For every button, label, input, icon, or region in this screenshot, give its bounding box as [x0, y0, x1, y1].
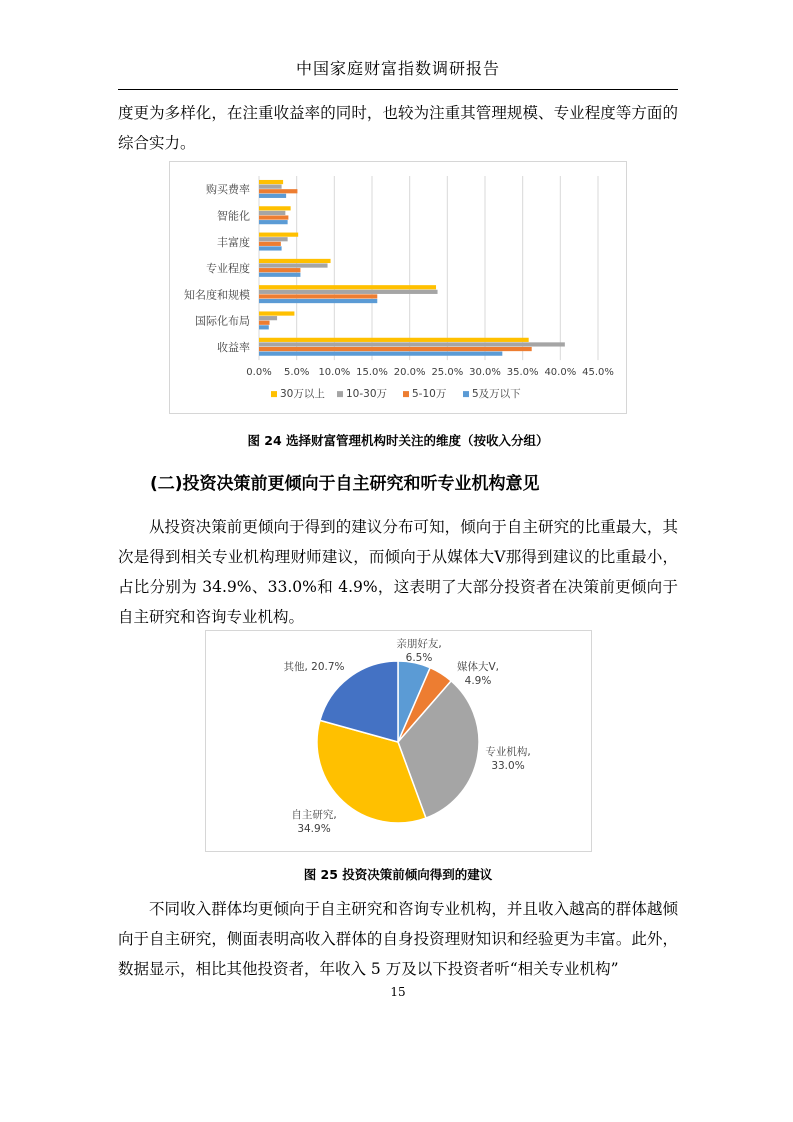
bar: [259, 242, 281, 246]
bar-chart: [170, 162, 626, 413]
x-tick-label: 25.0%: [431, 367, 464, 379]
bar: [259, 206, 291, 210]
slice-label: 专业机构,: [485, 746, 531, 758]
x-tick-label: 10.0%: [318, 367, 351, 379]
pie-chart: [206, 631, 591, 851]
legend-swatch: [403, 391, 409, 397]
figure-25-caption: 图 25 投资决策前倾向得到的建议: [303, 867, 493, 882]
slice-label: 媒体大V,: [456, 661, 500, 673]
x-tick-label: 0.0%: [246, 367, 272, 379]
bar: [259, 259, 331, 263]
bar: [259, 285, 436, 289]
slice-value-label: 33.0%: [491, 760, 525, 772]
legend-swatch: [271, 391, 277, 397]
bar: [259, 321, 270, 325]
paragraph-2: 从投资决策前更倾向于得到的建议分布可知，倾向于自主研究的比重最大，其次是得到相关专业机构理财师建议，而倾向于从媒体大V那得到建议的比重最小，占比分别为 34.9%、33.0%和 4.9%，这表明了大部分投资者在决策前更倾向于自主研究和咨询专业机构。: [118, 518, 678, 626]
bar: [259, 311, 294, 315]
figure-24-caption: 图 24 选择财富管理机构时关注的维度（按收入分组）: [247, 433, 549, 448]
x-tick-label: 35.0%: [506, 367, 539, 379]
x-tick-label: 30.0%: [469, 367, 501, 379]
bar: [259, 268, 300, 272]
bar: [259, 246, 282, 250]
bar: [259, 273, 300, 277]
category-label: 购买费率: [206, 183, 250, 197]
page-number: 15: [390, 985, 406, 999]
figure-25-frame: [205, 630, 592, 852]
legend-label: 30万以上: [280, 388, 325, 401]
category-label: 收益率: [217, 340, 250, 354]
bar: [259, 338, 529, 342]
bar: [259, 237, 288, 241]
category-label: 丰富度: [217, 235, 250, 249]
bar: [259, 233, 298, 237]
category-label: 智能化: [217, 209, 250, 223]
legend-swatch: [463, 391, 469, 397]
bar: [259, 342, 565, 346]
x-tick-label: 45.0%: [582, 367, 614, 379]
intro-paragraph: 度更为多样化，在注重收益率的同时，也较为注重其管理规模、专业程度等方面的综合实力。: [118, 104, 678, 152]
legend-swatch: [337, 391, 343, 397]
x-tick-label: 15.0%: [356, 367, 388, 379]
bar: [259, 290, 438, 294]
category-label: 知名度和规模: [184, 288, 250, 302]
bar: [259, 316, 277, 320]
bar: [259, 185, 282, 189]
bar: [259, 352, 502, 356]
bar: [259, 180, 283, 184]
section-title: (二)投资决策前更倾向于自主研究和听专业机构意见: [150, 474, 540, 494]
page-header: 中国家庭财富指数调研报告: [118, 56, 678, 90]
x-tick-label: 5.0%: [283, 367, 310, 379]
slice-value-label: 34.9%: [297, 823, 331, 835]
bar: [259, 211, 285, 215]
bar: [259, 189, 297, 193]
bar: [259, 215, 288, 219]
bar: [259, 194, 286, 198]
bar: [259, 325, 269, 329]
figure-24-frame: [169, 161, 627, 414]
x-tick-label: 40.0%: [544, 367, 577, 379]
x-tick-label: 20.0%: [393, 367, 426, 379]
bar: [259, 263, 328, 267]
legend-label: 10-30万: [346, 388, 388, 401]
bar: [259, 299, 377, 303]
slice-label: 亲朋好友,: [396, 638, 442, 650]
bar: [259, 347, 532, 351]
category-label: 国际化布局: [195, 314, 250, 328]
bar: [259, 294, 377, 298]
slice-value-label: 4.9%: [464, 675, 492, 687]
legend-label: 5及万以下: [472, 388, 521, 401]
paragraph-3: 不同收入群体均更倾向于自主研究和咨询专业机构，并且收入越高的群体越倾向于自主研究，侧面表明高收入群体的自身投资理财知识和经验更为丰富。此外，数据显示，相比其他投资者，年收入 5 万及以下投资者听“相关专业机构”: [118, 900, 678, 978]
legend-label: 5-10万: [412, 388, 447, 401]
category-label: 专业程度: [206, 262, 250, 276]
slice-value-label: 6.5%: [405, 652, 433, 664]
slice-label: 自主研究,: [291, 809, 337, 821]
bar: [259, 220, 288, 224]
slice-label: 其他, 20.7%: [283, 661, 345, 673]
